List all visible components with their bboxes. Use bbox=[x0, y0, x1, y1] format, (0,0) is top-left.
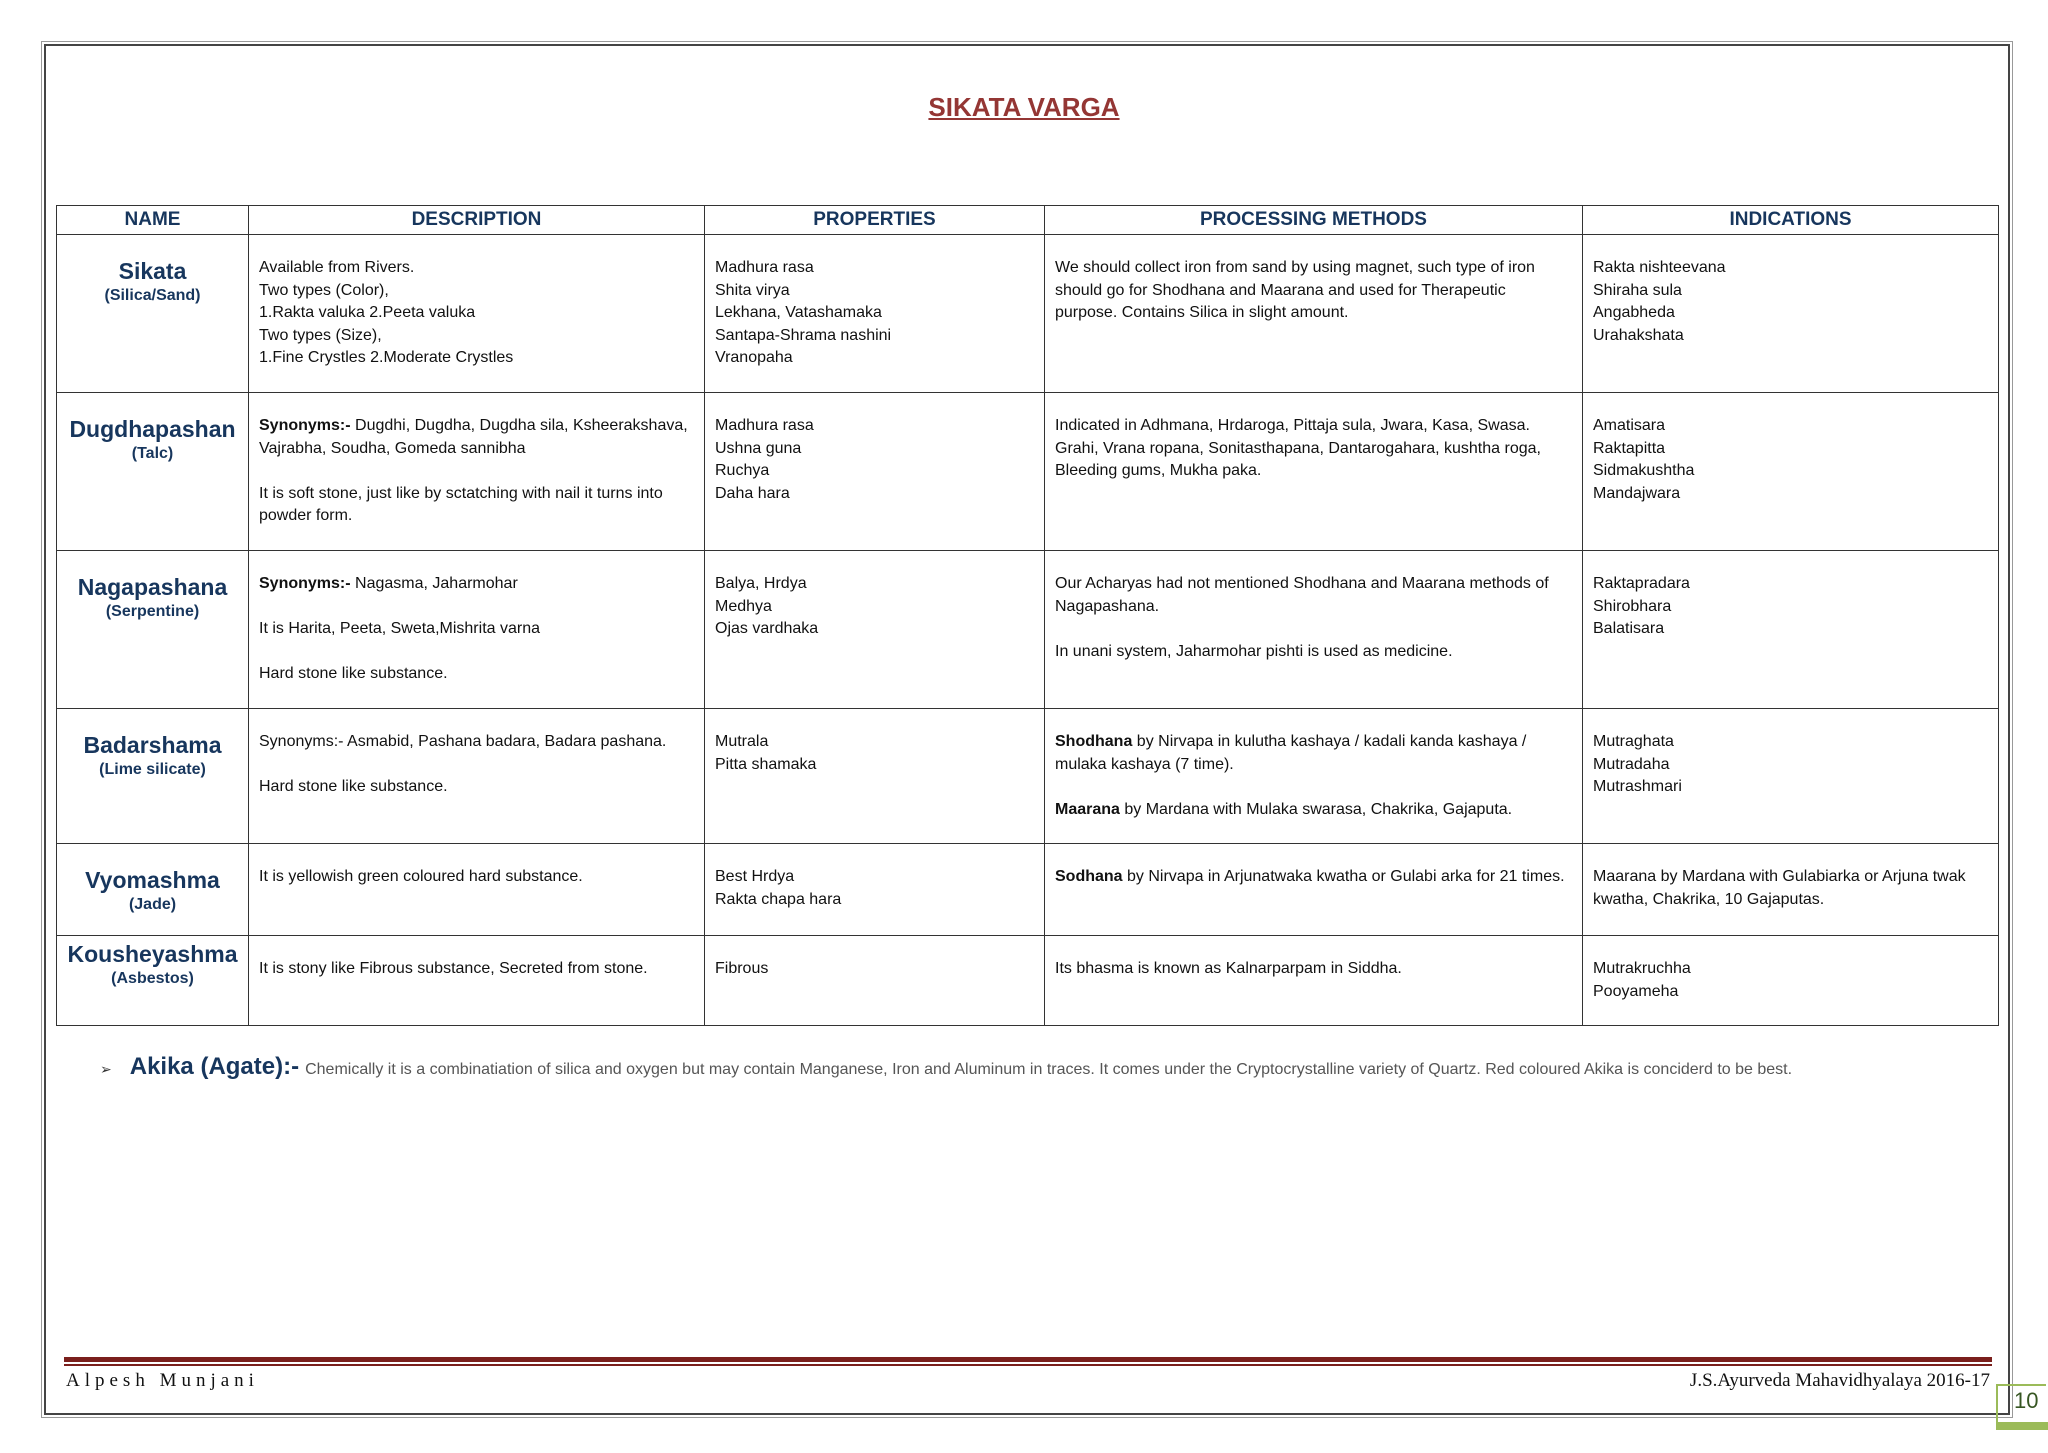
line-text: Hard stone like substance. bbox=[259, 665, 448, 682]
stone-english-name: (Jade) bbox=[128, 896, 177, 913]
list-line: Maarana by Mardana with Gulabiarka or Arjuna twak kwatha, Chakrika, 10 Gajaputas. bbox=[1593, 868, 1966, 908]
cell-line bbox=[259, 731, 694, 754]
cell-line bbox=[259, 347, 694, 370]
list-line: Mutrashmari bbox=[1593, 778, 1682, 795]
stone-english-name: (Lime silicate) bbox=[99, 761, 206, 778]
footer-rule bbox=[64, 1357, 1992, 1362]
list-line: Ojas vardhaka bbox=[715, 620, 819, 637]
bold-term: Synonyms:- bbox=[259, 575, 351, 592]
list-line: Medhya bbox=[715, 597, 772, 615]
properties-cell bbox=[705, 936, 1045, 1026]
table-row bbox=[57, 551, 1999, 709]
cell-line bbox=[259, 776, 694, 799]
processing-cell bbox=[1045, 709, 1583, 844]
line-gap bbox=[259, 754, 694, 777]
line-text: Two types (Color), bbox=[259, 281, 389, 299]
cell-line bbox=[1055, 731, 1572, 776]
line-text: by Nirvapa in kulutha kashaya / kadali kanda kashaya / mulaka kashaya (7 time). bbox=[1055, 733, 1527, 773]
processing-cell bbox=[1045, 393, 1583, 551]
line-gap bbox=[259, 460, 694, 483]
cell-line bbox=[259, 958, 694, 981]
list-line: Shirobhara bbox=[1593, 597, 1672, 615]
indications-cell bbox=[1583, 551, 1999, 709]
list-line: Balya, Hrdya bbox=[715, 575, 807, 592]
list-line: Mutrala bbox=[715, 733, 769, 750]
line-text: It is stony like Fibrous substance, Secreted from stone. bbox=[259, 960, 648, 977]
list-line: Pooyameha bbox=[1593, 982, 1679, 1000]
processing-cell bbox=[1045, 936, 1583, 1026]
table-row bbox=[57, 235, 1999, 393]
list-line: Raktapitta bbox=[1593, 439, 1666, 457]
line-text: by Nirvapa in Arjunatwaka kwatha or Gulabi arka for 21 times. bbox=[1122, 868, 1565, 885]
header-description: DESCRIPTION bbox=[249, 206, 705, 235]
header-name: NAME bbox=[57, 206, 249, 235]
header-processing-methods: PROCESSING METHODS bbox=[1045, 206, 1583, 235]
description-cell bbox=[249, 709, 705, 844]
cell-line bbox=[1055, 799, 1572, 822]
list-line: Santapa-Shrama nashini bbox=[715, 326, 892, 344]
line-text: Dugdhi, Dugdha, Dugdha sila, Ksheerakshava, Vajrabha, Soudha, Gomeda sannibha bbox=[259, 417, 688, 457]
processing-cell bbox=[1045, 844, 1583, 936]
cell-line bbox=[259, 663, 694, 686]
list-line: Mutradaha bbox=[1593, 755, 1670, 773]
line-text: 1.Fine Crystles 2.Moderate Crystles bbox=[259, 349, 514, 366]
footer-institution: J.S.Ayurveda Mahavidhyalaya 2016-17 bbox=[1689, 1370, 1990, 1391]
line-gap bbox=[1055, 776, 1572, 799]
table-header-row bbox=[57, 206, 1999, 235]
table-row bbox=[57, 936, 1999, 1026]
page-title: SIKATA VARGA bbox=[928, 92, 1120, 122]
footer-rule-thin bbox=[64, 1364, 1992, 1366]
cell-line bbox=[1055, 573, 1572, 618]
line-text: Hard stone like substance. bbox=[259, 778, 448, 795]
line-text: 1.Rakta valuka 2.Peeta valuka bbox=[259, 304, 476, 321]
line-text: Two types (Size), bbox=[259, 326, 382, 344]
line-text: Indicated in Adhmana, Hrdaroga, Pittaja sula, Jwara, Kasa, Swasa. Grahi, Vrana ropana, Sonitasthapana, Dantarogahara, kushtha roga, Bleeding gums, Mukha paka. bbox=[1055, 417, 1541, 479]
stone-name: Kousheyashma bbox=[67, 941, 238, 967]
list-line: Shiraha sula bbox=[1593, 281, 1682, 299]
name-cell bbox=[57, 936, 249, 1026]
list-line: Ushna guna bbox=[715, 439, 802, 457]
name-cell bbox=[57, 551, 249, 709]
list-line: Madhura rasa bbox=[715, 259, 814, 276]
list-line: Balatisara bbox=[1593, 620, 1665, 637]
list-line: Angabheda bbox=[1593, 304, 1675, 321]
sikata-varga-table bbox=[56, 205, 1999, 1026]
properties-cell bbox=[705, 709, 1045, 844]
stone-name: Vyomashma bbox=[85, 867, 220, 893]
line-text: Synonyms:- Asmabid, Pashana badara, Badara pashana. bbox=[259, 733, 667, 750]
stone-english-name: (Talc) bbox=[131, 445, 174, 462]
name-cell bbox=[57, 844, 249, 936]
indications-cell bbox=[1583, 936, 1999, 1026]
stone-name: Dugdhapashan bbox=[69, 416, 236, 442]
bold-term: Maarana bbox=[1055, 800, 1120, 818]
cell-line bbox=[259, 325, 694, 348]
cell-line bbox=[259, 302, 694, 325]
header-properties: PROPERTIES bbox=[705, 206, 1045, 235]
description-cell bbox=[249, 936, 705, 1026]
arrow-bullet-icon: ➢ bbox=[100, 1061, 112, 1077]
stone-name: Badarshama bbox=[83, 732, 222, 758]
stone-name: Nagapashana bbox=[77, 574, 228, 600]
list-line: Sidmakushtha bbox=[1593, 462, 1695, 479]
description-cell bbox=[249, 393, 705, 551]
processing-cell bbox=[1045, 235, 1583, 393]
description-cell bbox=[249, 235, 705, 393]
line-text: Nagasma, Jaharmohar bbox=[350, 575, 518, 592]
footer-author: Alpesh Munjani bbox=[66, 1370, 259, 1391]
list-line: Urahakshata bbox=[1593, 326, 1684, 344]
indications-cell bbox=[1583, 844, 1999, 936]
cell-line bbox=[259, 483, 694, 528]
list-line: Rakta chapa hara bbox=[715, 890, 842, 908]
agate-note-title: Akika (Agate):- bbox=[129, 1053, 300, 1080]
properties-cell bbox=[705, 393, 1045, 551]
line-gap bbox=[1055, 618, 1572, 641]
list-line: Best Hrdya bbox=[715, 868, 795, 885]
indications-cell bbox=[1583, 393, 1999, 551]
line-text: Our Acharyas had not mentioned Shodhana and Maarana methods of Nagapashana. bbox=[1055, 575, 1549, 615]
list-line: Vranopaha bbox=[715, 349, 793, 366]
list-line: Raktapradara bbox=[1593, 575, 1690, 592]
cell-line bbox=[1055, 641, 1572, 664]
properties-cell bbox=[705, 844, 1045, 936]
list-line: Fibrous bbox=[715, 960, 769, 977]
name-cell bbox=[57, 393, 249, 551]
page-number: 10 bbox=[2014, 1388, 2039, 1413]
bold-term: Shodhana bbox=[1055, 733, 1133, 750]
list-line: Pitta shamaka bbox=[715, 755, 817, 773]
line-text: It is soft stone, just like by sctatching with nail it turns into powder form. bbox=[259, 484, 663, 524]
cell-line bbox=[259, 257, 694, 280]
list-line: Lekhana, Vatashamaka bbox=[715, 304, 882, 321]
list-line: Mutrakruchha bbox=[1593, 960, 1691, 977]
list-line: Mutraghata bbox=[1593, 733, 1674, 750]
properties-cell bbox=[705, 235, 1045, 393]
cell-line bbox=[259, 573, 694, 596]
cell-line bbox=[259, 280, 694, 303]
cell-line bbox=[259, 866, 694, 889]
name-cell bbox=[57, 235, 249, 393]
list-line: Daha hara bbox=[715, 484, 790, 502]
stone-english-name: (Silica/Sand) bbox=[104, 287, 201, 304]
properties-cell bbox=[705, 551, 1045, 709]
stone-english-name: (Asbestos) bbox=[111, 970, 194, 987]
line-text: Available from Rivers. bbox=[259, 259, 415, 276]
page-number-bar bbox=[1996, 1422, 2048, 1430]
line-text: It is yellowish green coloured hard substance. bbox=[259, 868, 583, 885]
name-cell bbox=[57, 709, 249, 844]
cell-line bbox=[259, 618, 694, 641]
cell-line bbox=[1055, 958, 1572, 981]
line-gap bbox=[259, 596, 694, 619]
table-row bbox=[57, 844, 1999, 936]
list-line: Madhura rasa bbox=[715, 417, 814, 434]
stone-name: Sikata bbox=[118, 258, 187, 284]
line-text: It is Harita, Peeta, Sweta,Mishrita varna bbox=[259, 620, 540, 637]
line-text: We should collect iron from sand by using magnet, such type of iron should go for Shodhana and Maarana and used for Therapeutic purpose. Contains Silica in slight amount. bbox=[1055, 259, 1535, 321]
list-line: Amatisara bbox=[1593, 417, 1666, 434]
stone-english-name: (Serpentine) bbox=[105, 603, 200, 620]
cell-line bbox=[1055, 257, 1572, 325]
table-row bbox=[57, 393, 1999, 551]
indications-cell bbox=[1583, 709, 1999, 844]
cell-line bbox=[1055, 415, 1572, 483]
processing-cell bbox=[1045, 551, 1583, 709]
line-text: by Mardana with Mulaka swarasa, Chakrika, Gajaputa. bbox=[1119, 800, 1513, 818]
line-text: In unani system, Jaharmohar pishti is used as medicine. bbox=[1055, 642, 1453, 660]
list-line: Shita virya bbox=[715, 281, 790, 299]
list-line: Rakta nishteevana bbox=[1593, 259, 1726, 276]
bold-term: Sodhana bbox=[1055, 868, 1123, 885]
description-cell bbox=[249, 844, 705, 936]
cell-line bbox=[259, 415, 694, 460]
table-row bbox=[57, 709, 1999, 844]
description-cell bbox=[249, 551, 705, 709]
line-gap bbox=[259, 641, 694, 664]
list-line: Mandajwara bbox=[1593, 484, 1681, 502]
agate-note bbox=[100, 1053, 2000, 1081]
header-indications: INDICATIONS bbox=[1583, 206, 1999, 235]
indications-cell bbox=[1583, 235, 1999, 393]
cell-line bbox=[1055, 866, 1572, 889]
agate-note-text: Chemically it is a combinatiation of silica and oxygen but may contain Manganese, Iron and Aluminum in traces. It comes under the Cryptocrystalline variety of Quartz. Red coloured Akika is conciderd to be best. bbox=[305, 1061, 1793, 1078]
bold-term: Synonyms:- bbox=[259, 417, 351, 434]
list-line: Ruchya bbox=[715, 462, 770, 479]
line-text: Its bhasma is known as Kalnarparpam in Siddha. bbox=[1055, 960, 1402, 977]
